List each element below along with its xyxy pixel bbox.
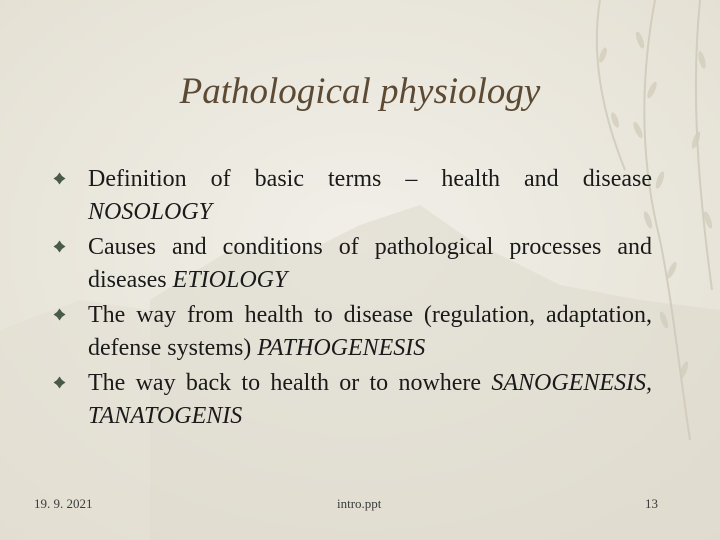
bullet-text: Causes and conditions of pathological processes and diseases (88, 234, 652, 293)
bullet-item (88, 367, 652, 433)
bullet-item (88, 299, 652, 365)
diamond-bullet-icon (53, 308, 66, 321)
slide-title: Pathological physiology (179, 71, 541, 112)
bullet-text: The way back to health or to nowhere (88, 370, 482, 396)
bullet-text: The way from health to disease (regulation, adaptation, defense systems) (88, 302, 652, 361)
footer-date: 19. 9. 2021 (34, 496, 93, 511)
footer-page-number: 13 (645, 496, 658, 511)
bullet-term: SANOGENESIS, TANATOGENIS (88, 370, 653, 429)
bullet-item (88, 231, 652, 297)
bullet-term: PATHOGENESIS (257, 335, 426, 361)
bullet-list (88, 163, 652, 435)
bullet-term: ETIOLOGY (172, 267, 288, 293)
diamond-bullet-icon (53, 376, 66, 389)
bullet-text: Definition of basic terms – health and disease (88, 166, 652, 192)
diamond-bullet-icon (53, 172, 66, 185)
bullet-term: NOSOLOGY (88, 199, 213, 225)
bullet-item (88, 163, 652, 229)
diamond-bullet-icon (53, 240, 66, 253)
footer-filename: intro.ppt (337, 496, 382, 511)
